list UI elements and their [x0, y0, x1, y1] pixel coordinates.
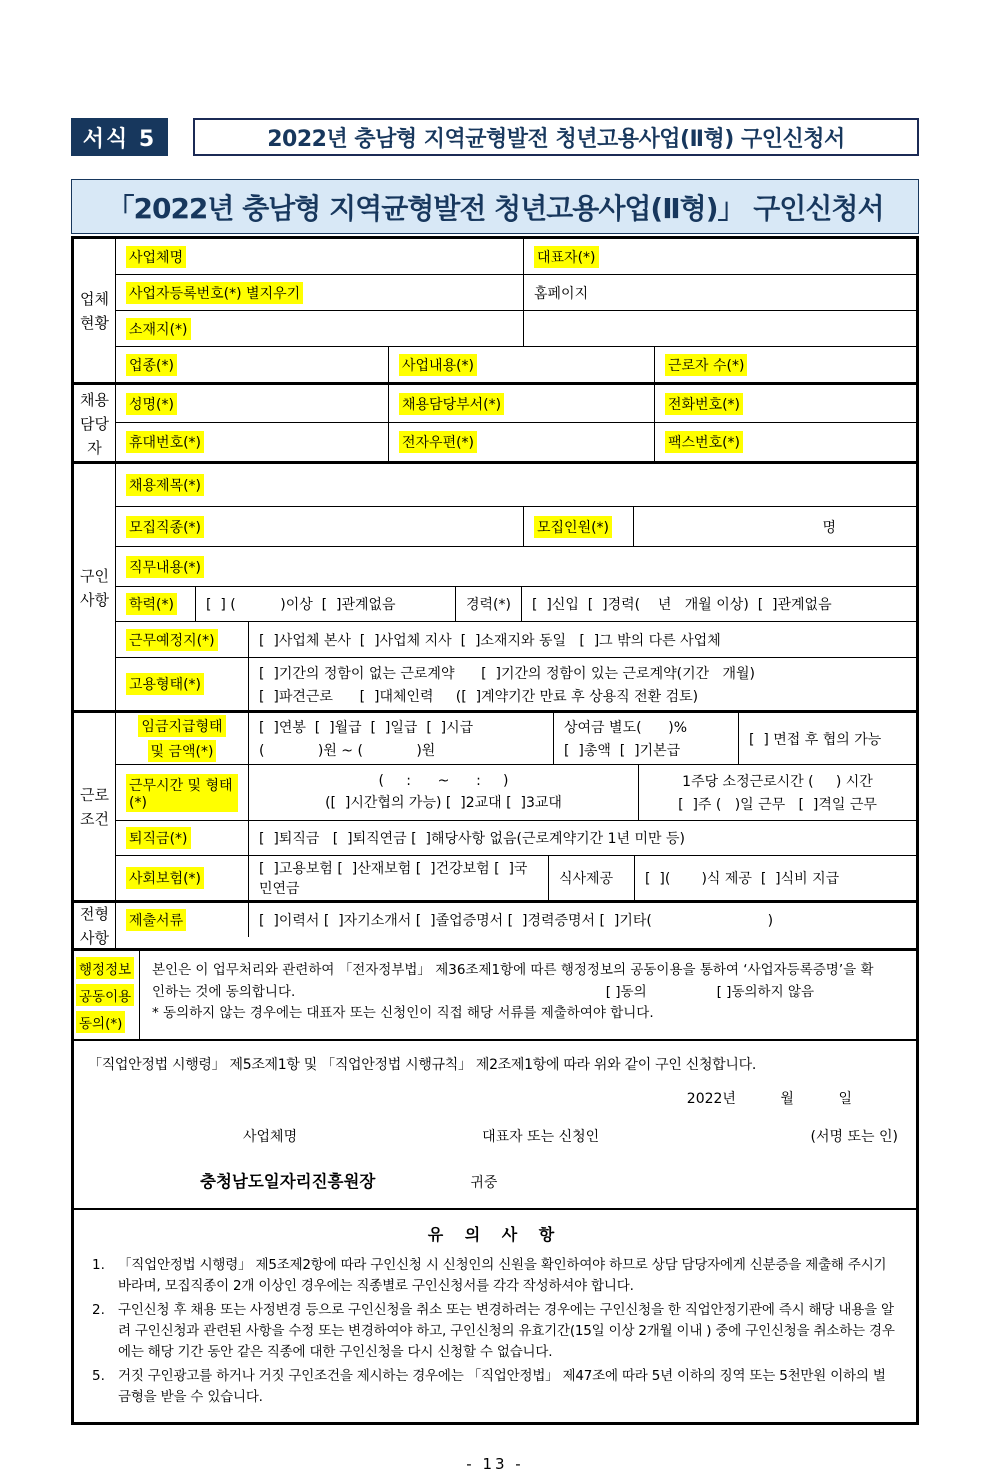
field-education-options: [ ] ( )이상 [ ]관계없음	[196, 587, 456, 621]
declaration-area	[74, 1041, 916, 1210]
consent-disagree-option: [ ]동의하지 않음	[716, 983, 814, 1000]
field-company-name: 사업체명	[116, 239, 524, 274]
row-docs	[116, 903, 916, 937]
section-job	[74, 464, 916, 713]
section-label-screening: 전형 사항	[74, 903, 116, 948]
row-job-title	[116, 464, 916, 507]
section-contact	[74, 385, 916, 464]
consent-agree-option: [ ]동의	[605, 983, 647, 1000]
field-job-title: 채용제목(*)	[116, 464, 916, 506]
row-pay	[116, 713, 916, 765]
field-contact-phone: 전화번호(*)	[655, 385, 916, 422]
field-insurance-options: [ ]고용보험 [ ]산재보험 [ ]건강보험 [ ]국민연금	[249, 856, 549, 900]
receiver-honorific: 귀중	[470, 1175, 498, 1191]
declaration-text: 「직업안정법 시행령」 제5조제1항 및 「직업안정법 시행규칙」 제2조제1항에 따라 위와 같이 구인 신청합니다.	[88, 1057, 756, 1073]
field-severance-options: [ ]퇴직금 [ ]퇴직연금 [ ]해당사항 없음(근로계약기간 1년 미만 등)	[259, 831, 685, 847]
section-consent	[74, 951, 916, 1041]
notice-title: 유 의 사 항	[427, 1225, 563, 1244]
consent-text: 본인은 이 업무처리와 관련하여 「전자정부법」 제36조제1항에 따른 행정정보의 공동이용을 통하여 ‘사업자등록증명’을 확 인하는 것에 동의합니다. [ ]동의 [ ]동의하지 않음 * 동의하지 않는 경우에는 대표자 또는 신청인이 직접 해당 서류를 제출하여야 합니다.	[140, 951, 916, 1039]
field-homepage: 홈페이지	[534, 285, 589, 302]
notice-item: 5. 거짓 구인광고를 하거나 거짓 구인조건을 제시하는 경우에는 「직업안정법」 제47조에 따라 5년 이하의 징역 또는 5천만원 이하의 벌금형을 받을 수 있습니다.	[92, 1367, 886, 1405]
top-row	[71, 118, 919, 156]
notice-area	[74, 1210, 916, 1422]
field-bonus: 상여금 별도( )% [ ]총액 [ ]기본급	[554, 713, 739, 764]
row-occupation	[116, 507, 916, 547]
row-contact-1	[116, 385, 916, 423]
field-emp-type-options: [ ]기간의 정함이 없는 근로계약 [ ]기간의 정함이 있는 근로계약(기간 개월) [ ]파견근로 [ ]대체인력 ([ ]계약기간 만료 후 상용직 전환 검토)	[259, 665, 755, 705]
field-severance-label: 퇴직금(*)	[116, 821, 249, 855]
signature-line	[88, 1126, 902, 1146]
field-workers: 근로자 수(*)	[655, 347, 916, 382]
field-hours-options: ( : ~ : ) ([ ]시간협의 가능) [ ]2교대 [ ]3교대	[249, 765, 639, 820]
field-headcount: 모집인원(*)	[524, 507, 634, 546]
page-number: - 13 -	[466, 1455, 524, 1473]
notice-item: 2. 구인신청 후 채용 또는 사정변경 등으로 구인신청을 취소 또는 변경하려는 경우에는 구인신청을 한 직업안정기관에 즉시 해당 내용을 알려 구인신청과 관련된 사항을 수정 또는 변경하여야 하고, 구인신청의 유효기간(15일 이상 2개월 이내 ) 중에 구인신청을 취소하는 경우에는 해당 기간 동안 같은 직종에 대한 구인신청을 다시 신청할 수 없습니다.	[92, 1301, 895, 1360]
section-label-company: 업체 현황	[74, 239, 116, 382]
row-industry	[116, 347, 916, 382]
section-label-job: 구인 사항	[74, 464, 116, 710]
signer-rep-label: 대표자 또는 신청인	[482, 1129, 600, 1145]
field-hours-week: 1주당 소정근로시간 ( ) 시간 [ ]주 ( )일 근무 [ ]격일 근무	[678, 774, 877, 813]
field-docs-label: 제출서류	[116, 903, 249, 937]
row-insurance	[116, 856, 916, 900]
field-meal-options: [ ]( )식 제공 [ ]식비 지급	[645, 871, 840, 887]
field-contact-mobile: 휴대번호(*)	[116, 423, 389, 461]
row-address	[116, 311, 916, 347]
field-hours-label: 근무시간 및 형태(*)	[116, 765, 249, 820]
section-company	[74, 239, 916, 385]
row-location	[116, 622, 916, 658]
receiver-line	[88, 1168, 902, 1192]
form-title-box: 2022년 충남형 지역균형발전 청년고용사업(Ⅱ형) 구인신청서	[193, 118, 919, 156]
field-headcount-unit: 명	[822, 519, 836, 536]
field-business: 사업내용(*)	[389, 347, 655, 382]
declaration-date: 2022년 월 일	[686, 1091, 852, 1107]
field-meal-label: 식사제공	[549, 856, 635, 900]
row-severance	[116, 821, 916, 856]
field-career-options: [ ]신입 [ ]경력( 년 개월 이상) [ ]관계없음	[532, 597, 832, 613]
sign-or-seal-note: (서명 또는 인)	[810, 1129, 898, 1145]
field-industry: 업종(*)	[116, 347, 389, 382]
field-location-options: [ ]사업체 본사 [ ]사업체 지사 [ ]소재지와 동일 [ ]그 밖의 다른 사업체	[259, 632, 721, 649]
notice-item: 1. 「직업안정법 시행령」 제5조제2항에 따라 구인신청 시 신청인의 신원을 확인하여야 하므로 상담 담당자에게 신분증을 제출해 주시기 바라며, 모집직종이 2개 이상인 경우에는 직종별로 구인신청서를 각각 작성하셔야 합니다.	[92, 1257, 887, 1294]
row-company-name	[116, 239, 916, 275]
field-docs-options: [ ]이력서 [ ]자기소개서 [ ]졸업증명서 [ ]경력증명서 [ ]기타( )	[259, 913, 774, 929]
field-emp-type-label: 고용형태(*)	[116, 658, 249, 710]
field-education-label: 학력(*)	[116, 587, 196, 621]
receiver-name: 충청남도일자리진흥원장	[200, 1172, 376, 1191]
field-contact-name: 성명(*)	[116, 385, 389, 422]
row-duty	[116, 547, 916, 587]
row-education	[116, 587, 916, 622]
row-contact-2	[116, 423, 916, 461]
field-duty: 직무내용(*)	[116, 547, 916, 586]
field-pay-negotiable: [ ] 면접 후 협의 가능	[749, 731, 882, 748]
row-emp-type	[116, 658, 916, 710]
field-contact-fax: 팩스번호(*)	[655, 423, 916, 461]
field-address-extra	[524, 311, 916, 346]
field-contact-dept: 채용담당부서(*)	[389, 385, 655, 422]
field-contact-email: 전자우편(*)	[389, 423, 655, 461]
section-screening	[74, 903, 916, 951]
section-label-consent: 행정정보 공동이용 동의(*)	[74, 951, 140, 1039]
row-hours	[116, 765, 916, 821]
main-title: 「2022년 충남형 지역균형발전 청년고용사업(Ⅱ형)」 구인신청서	[71, 179, 919, 234]
field-location-label: 근무예정지(*)	[116, 622, 249, 657]
field-occupation: 모집직종(*)	[116, 507, 524, 546]
field-pay-options: [ ]연봉 [ ]월급 [ ]일급 [ ]시급 ( )원 ~ ( )원	[249, 713, 554, 764]
field-insurance-label: 사회보험(*)	[116, 856, 249, 900]
section-work	[74, 713, 916, 903]
row-reg-no	[116, 275, 916, 311]
field-pay-label: 임금지급형태 및 금액(*)	[116, 713, 249, 764]
field-ceo: 대표자(*)	[524, 239, 916, 274]
form-number-tag: 서식 5	[71, 118, 168, 156]
field-address: 소재지(*)	[116, 311, 524, 346]
section-label-contact: 채용 담당 자	[74, 385, 116, 461]
application-form	[71, 236, 919, 1425]
signer-company-label: 사업체명	[243, 1129, 298, 1145]
field-reg-no: 사업자등록번호(*) 별지우기	[116, 275, 524, 310]
field-career-label: 경력(*)	[456, 587, 522, 621]
section-label-work: 근로 조건	[74, 713, 116, 900]
consent-note: * 동의하지 않는 경우에는 대표자 또는 신청인이 직접 해당 서류를 제출하여야 합니다.	[152, 1005, 654, 1022]
form-page	[71, 118, 919, 1473]
